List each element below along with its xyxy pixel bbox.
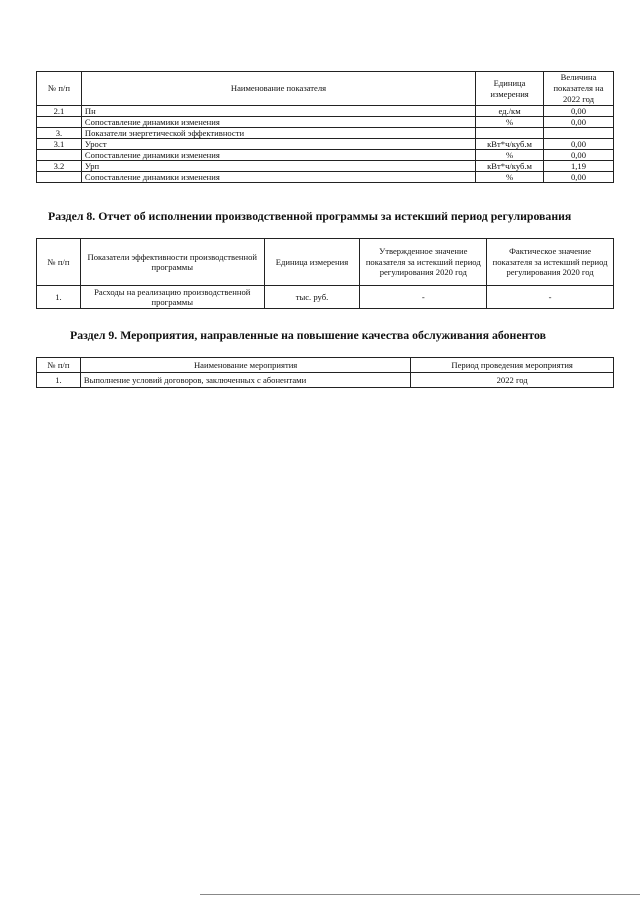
row-num: 3.2 (37, 161, 82, 172)
col-header-name: Наименование показателя (81, 72, 475, 106)
row-num (37, 150, 82, 161)
row-name: Сопоставление динамики изменения (81, 117, 475, 128)
row-num: 3. (37, 128, 82, 139)
row-name: Сопоставление динамики изменения (81, 150, 475, 161)
col-header-indicator: Показатели эффективности производственной программы (80, 239, 264, 286)
scan-edge-line (200, 894, 640, 895)
section9-heading: Раздел 9. Мероприятия, направленные на повышение качества обслуживания абонентов (70, 328, 546, 342)
row-period: 2022 год (411, 373, 614, 388)
table-row (37, 373, 614, 388)
row-measure: Выполнение условий договоров, заключенных с абонентами (80, 373, 410, 388)
col-header-unit: Единица измерения (264, 239, 360, 286)
row-num: 3.1 (37, 139, 82, 150)
col-header-approved: Утвержденное значение показателя за истекший период регулирования 2020 год (360, 239, 487, 286)
section8-heading: Раздел 8. Отчет об исполнении производственной программы за истекший период регулирования (48, 209, 572, 223)
table-row (37, 172, 614, 183)
table-row (37, 106, 614, 117)
col-header-num: № п/п (37, 358, 81, 373)
col-header-num: № п/п (37, 239, 81, 286)
col-header-period: Период проведения мероприятия (411, 358, 614, 373)
row-num (37, 172, 82, 183)
indicators-table (36, 71, 614, 183)
row-unit: % (476, 117, 544, 128)
row-name: Урост (81, 139, 475, 150)
row-value: 0,00 (544, 139, 614, 150)
table-row (37, 128, 614, 139)
row-name: Урп (81, 161, 475, 172)
row-approved: - (360, 286, 487, 309)
row-name: Сопоставление динамики изменения (81, 172, 475, 183)
table-row (37, 117, 614, 128)
row-num: 2.1 (37, 106, 82, 117)
table-row (37, 139, 614, 150)
table-row (37, 286, 614, 309)
row-value: 0,00 (544, 106, 614, 117)
col-header-unit: Единица измерения (476, 72, 544, 106)
row-num: 1. (37, 286, 81, 309)
row-num (37, 117, 82, 128)
col-header-num: № п/п (37, 72, 82, 106)
row-num: 1. (37, 373, 81, 388)
row-unit (476, 128, 544, 139)
row-name: Пн (81, 106, 475, 117)
table-row (37, 161, 614, 172)
row-unit: кВт*ч/куб.м (476, 161, 544, 172)
row-value: 0,00 (544, 172, 614, 183)
row-value: 0,00 (544, 150, 614, 161)
row-unit: кВт*ч/куб.м (476, 139, 544, 150)
row-unit: % (476, 172, 544, 183)
row-indicator: Расходы на реализацию производственной программы (80, 286, 264, 309)
program-report-table (36, 238, 614, 309)
row-unit: тыс. руб. (264, 286, 360, 309)
row-unit: % (476, 150, 544, 161)
service-measures-table (36, 357, 614, 388)
col-header-measure: Наименование мероприятия (80, 358, 410, 373)
row-name: Показатели энергетической эффективности (81, 128, 475, 139)
col-header-actual: Фактическое значение показателя за истекший период регулирования 2020 год (487, 239, 614, 286)
row-actual: - (487, 286, 614, 309)
col-header-value: Величина показателя на 2022 год (544, 72, 614, 106)
table-row (37, 150, 614, 161)
row-value (544, 128, 614, 139)
row-value: 0,00 (544, 117, 614, 128)
row-value: 1,19 (544, 161, 614, 172)
row-unit: ед./км (476, 106, 544, 117)
